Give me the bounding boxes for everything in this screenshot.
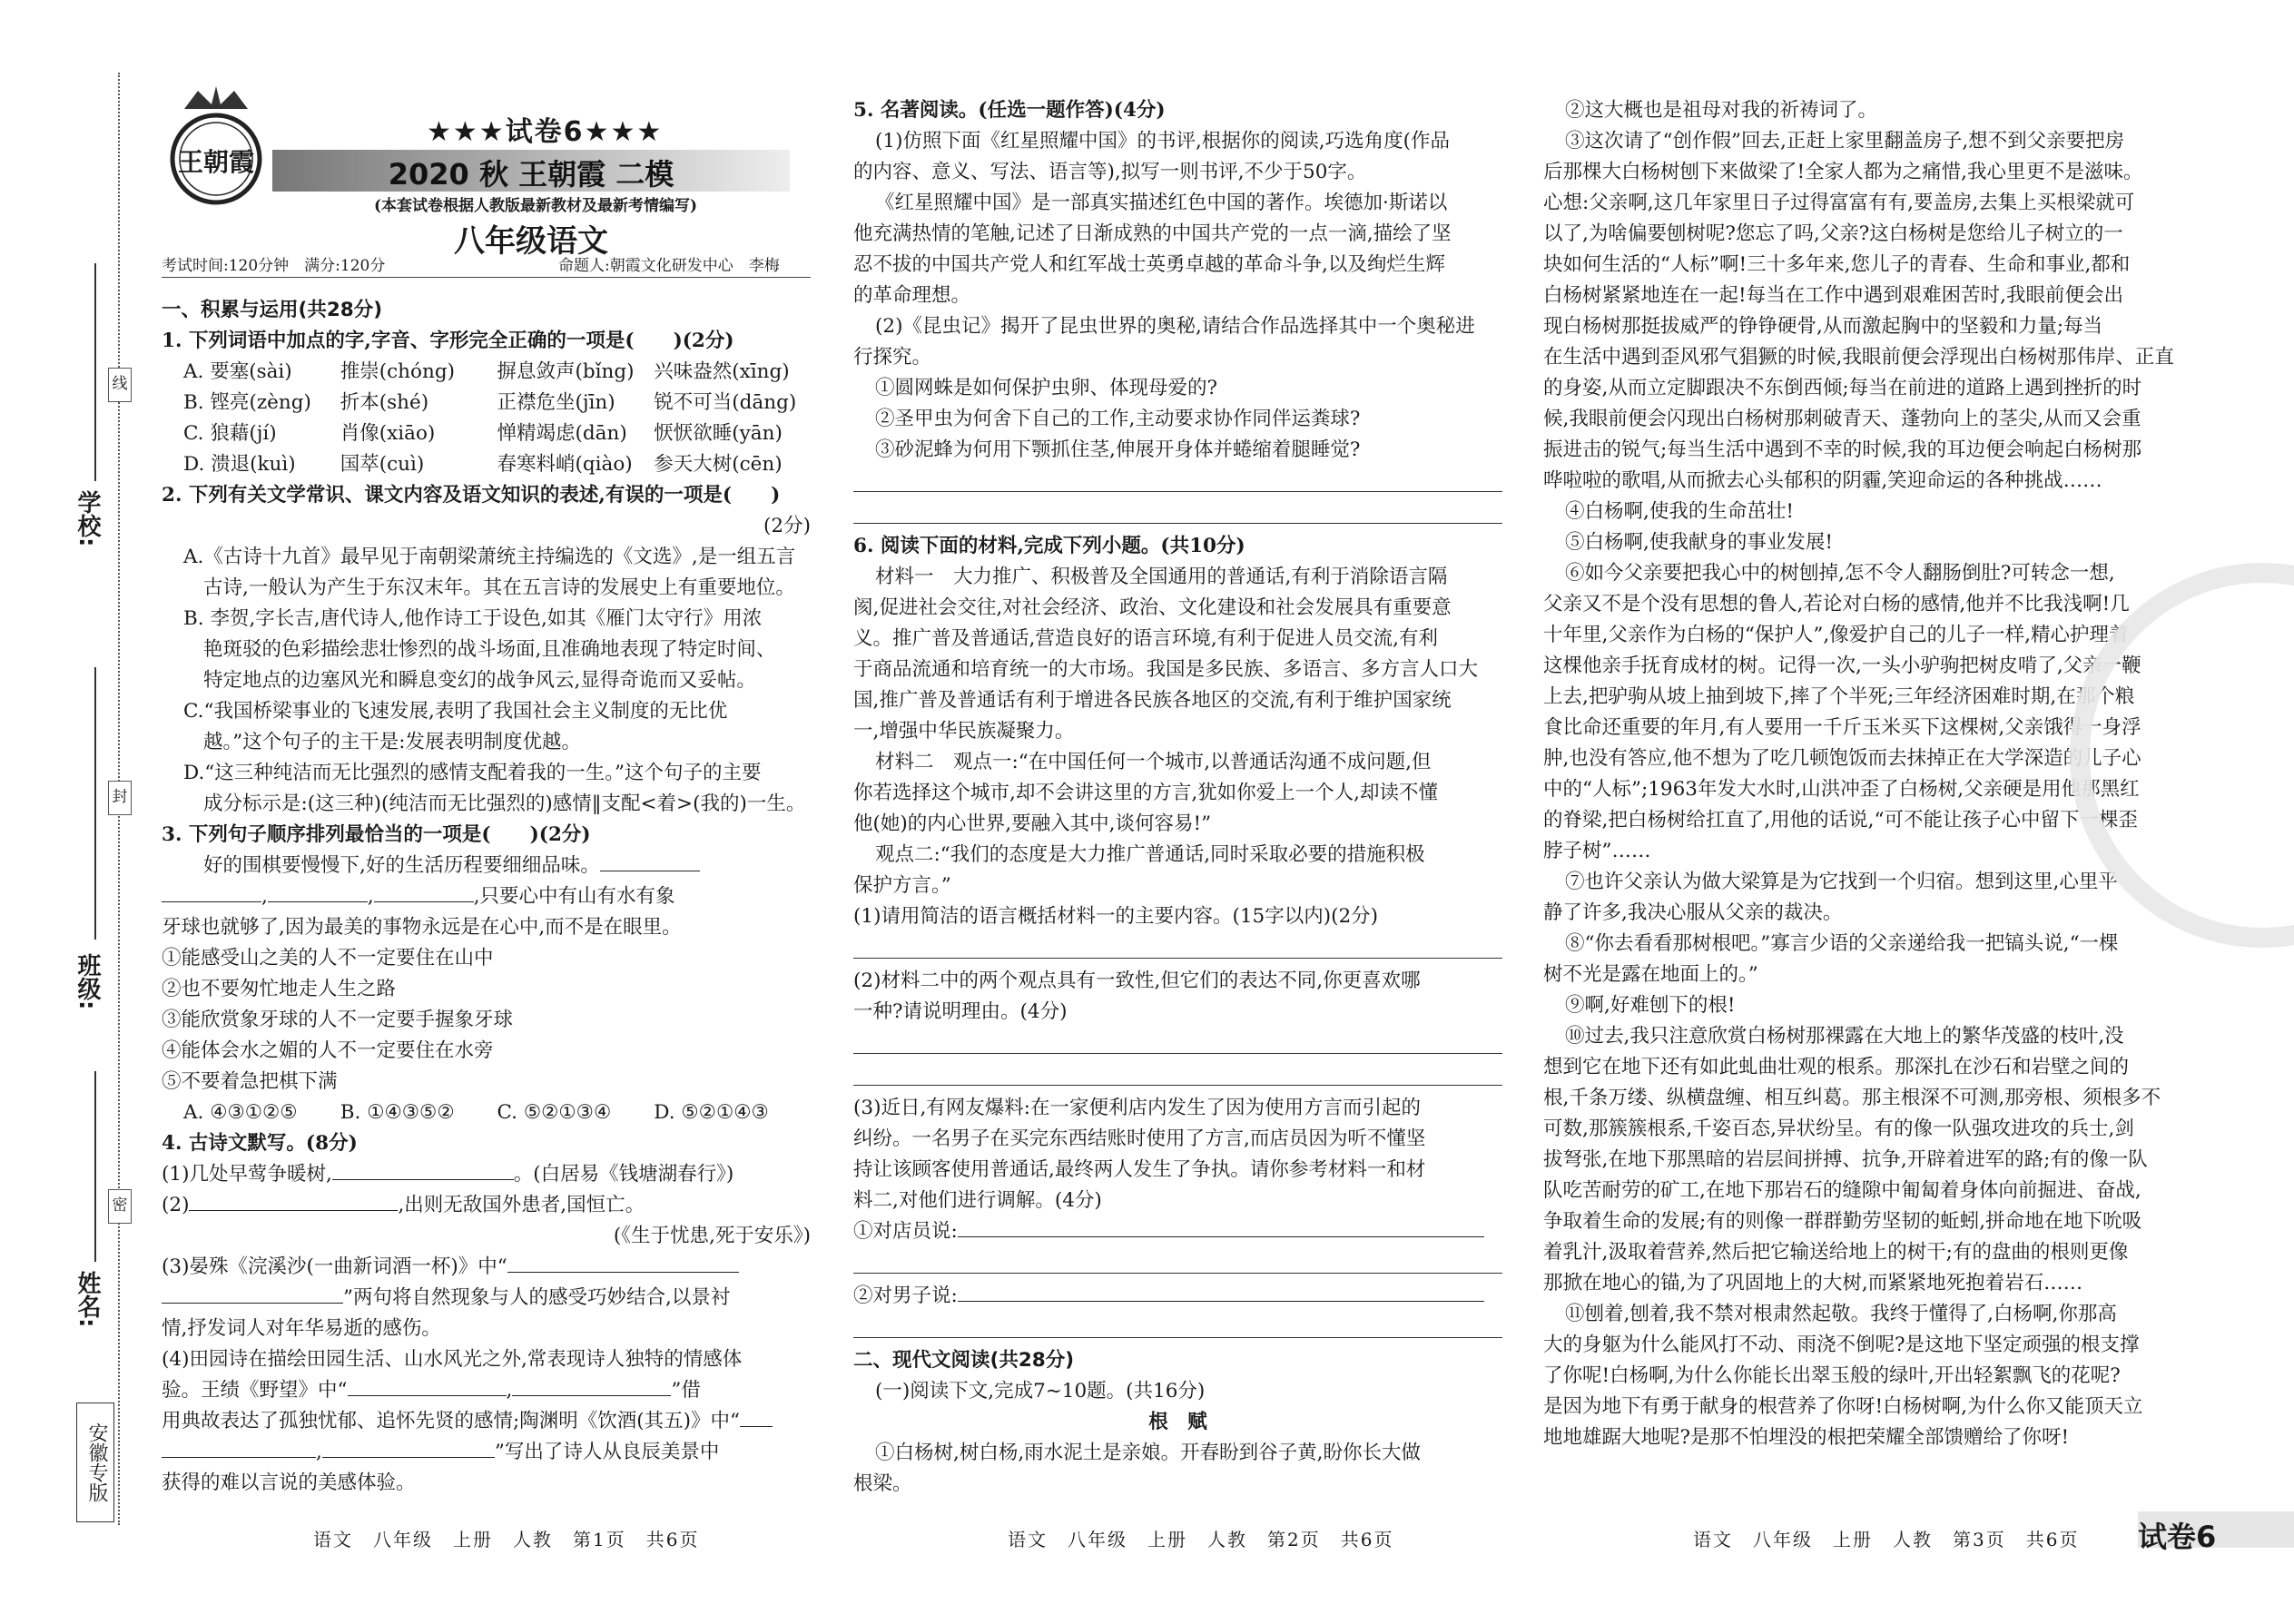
essay-line: 争取着生命的发展;有的则像一群群勤劳坚韧的蚯蚓,拼命地在地下吮吸 (1543, 1210, 2142, 1233)
q5-line: ②圣甲虫为何舍下自己的工作,主动要求协作同伴运粪球? (875, 408, 1361, 430)
column-1 (162, 295, 811, 1499)
q4-line: (4)田园诗在描绘田园生活、山水风光之外,常表现诗人独特的情感体 (162, 1348, 743, 1371)
class-label: 班级: (74, 953, 101, 1010)
question-2: 2. 下列有关文学常识、课文内容及语文知识的表述,有误的一项是( ) (162, 484, 781, 507)
q4-blank[interactable] (322, 1437, 495, 1458)
essay-line: 大的身躯为什么能风打不动、雨浇不倒呢?是这地下坚定顽强的根支撑 (1543, 1334, 2140, 1356)
exam-title: 2020 秋 王朝霞 二模 (388, 157, 674, 192)
q3-line: 好的围棋要慢慢下,好的生活历程要细细品味。 (162, 851, 811, 881)
exam-subtitle: (本套试卷根据人教版最新教材及最新考情编写) (373, 197, 698, 215)
q5-answer-line[interactable] (853, 468, 1502, 492)
q2-line: B. 李贺,字长吉,唐代诗人,他作诗工于设色,如其《雁门太守行》用浓 (183, 607, 763, 630)
q3-item: ③能欣赏象牙球的人不一定要手握象牙球 (162, 1009, 514, 1031)
essay-line: ⑤白杨啊,使我献身的事业发展! (1565, 531, 1833, 554)
q2-line: C.“我国桥梁事业的飞速发展,表明了我国社会主义制度的无比优 (183, 700, 728, 723)
q4-blank[interactable] (740, 1406, 773, 1427)
clerk-answer-line-2[interactable] (853, 1249, 1502, 1274)
header-divider (162, 277, 811, 278)
q5-line: (1)仿照下面《红星照耀中国》的书评,根据你的阅读,巧选角度(作品 (875, 130, 1451, 153)
essay-line: ⑨啊,好难刨下的根! (1565, 994, 1736, 1017)
q6-2-prompt: 一种?请说明理由。(4分) (853, 1000, 1068, 1023)
paper-badge: ★★★试卷6★★★ (427, 116, 664, 148)
essay-line: 根,千条万缕、纵横盘缠、相互纠葛。那主根深不可测,那旁根、须根多不 (1543, 1087, 2161, 1109)
q2-line: 特定地点的边塞风光和瞬息变幻的战争风云,显得奇诡而又妥帖。 (203, 669, 756, 692)
essay-line: 脖子树”…… (1543, 840, 1651, 862)
essay-line: ⑪刨着,刨着,我不禁对根肃然起敬。我终于懂得了,白杨啊,你那高 (1565, 1303, 2117, 1325)
q5-line: (2)《昆虫记》揭开了昆虫世界的奥秘,请结合作品选择其中一个奥秘进 (875, 315, 1475, 338)
essay-line: 着乳汁,汲取着营养,然后把它输送给地上的树干;有的盘曲的根则更像 (1543, 1241, 2129, 1264)
q6-line: 材料二 观点一:“在中国任何一个城市,以普通话沟通不成问题,但 (875, 751, 1432, 773)
essay-line: 的脊梁,把白杨树给扛直了,用他的话说,“可不能让孩子心中留下一棵歪 (1543, 809, 2138, 832)
essay-line: 的身姿,从而立定脚跟决不东倒西倾;每当在前进的道路上遇到挫折的时 (1543, 377, 2142, 399)
question-6: 6. 阅读下面的材料,完成下列小题。(共10分) (853, 535, 1245, 557)
q4-line: ”两句将自然现象与人的感受巧妙结合,以景衬 (162, 1283, 811, 1314)
seal-line-mark: 线 (108, 368, 132, 402)
man-answer-line-2[interactable] (853, 1314, 1502, 1338)
q5-line: 行探究。 (853, 346, 932, 369)
question-2-score: (2分) (763, 515, 811, 537)
q6-line: 他(她)的内心世界,要融入其中,谈何容易!” (853, 812, 1212, 835)
q1-option-row-b: B. 铿亮(zèng) 折本(shé) 正襟危坐(jīn) 锐不可当(dāng) (183, 391, 797, 414)
essay-line: ④白杨啊,使我的生命茁壮! (1565, 500, 1794, 523)
exam-time-score: 考试时间:120分钟 满分:120分 (162, 257, 386, 275)
q1-option-row-d: D. 溃退(kuì) 国萃(cuì) 春寒料峭(qiào) 参天大树(cēn) (183, 453, 783, 476)
school-label: 学校: (74, 490, 101, 547)
q5-line: 他充满热情的笔触,记述了日渐成熟的中国共产党的一点一滴,描绘了坚 (853, 222, 1452, 245)
q1-option-row-a: A. 要塞(sài) 推崇(chóng) 摒息敛声(bǐng) 兴味盎然(xīng) (183, 360, 790, 383)
seal-seal-mark: 封 (108, 781, 132, 815)
essay-line: 那掀在地心的锚,为了巩固地上的大树,而紧紧地死抱着岩石…… (1543, 1272, 2083, 1294)
q4-blank[interactable] (507, 1252, 739, 1273)
q6-2-prompt: (2)材料二中的两个观点具有一致性,但它们的表达不同,你更喜欢哪 (853, 969, 1421, 992)
brand-logo-text: 王朝霞 (177, 147, 254, 177)
essay-title: 根 赋 (1148, 1411, 1207, 1433)
q3-item: ①能感受山之美的人不一定要住在山中 (162, 947, 494, 969)
essay-line: 了你呢!白杨啊,为什么你能长出翠玉般的绿叶,开出轻絮飘飞的花呢? (1543, 1364, 2121, 1387)
essay-paragraph: 根梁。 (853, 1472, 912, 1495)
q6-3-prompt: 纠纷。一名男子在买完东西结账时使用了方言,而店员因为听不懂坚 (853, 1127, 1426, 1150)
man-answer-line[interactable] (958, 1281, 1484, 1302)
essay-line: 地地雄踞大地呢?是那不怕埋没的根把荣耀全部馈赠给了你呀! (1543, 1426, 2070, 1449)
q4-line: (《生于忧患,死于安乐》) (613, 1225, 811, 1247)
page-footer-1: 语文 八年级 上册 人教 第1页 共6页 (313, 1529, 700, 1550)
q6-3-prompt: 料二,对他们进行调解。(4分) (853, 1189, 1102, 1212)
essay-line: 以了,为啥偏要刨树呢?您忘了吗,父亲?这白杨树是您给儿子树立的一 (1543, 222, 2123, 245)
q4-line: 用典故表达了孤独忧郁、追怀先贤的感情;陶渊明《饮酒(其五)》中“ (162, 1406, 811, 1437)
q4-blank[interactable] (162, 1437, 316, 1458)
essay-line: 白杨树紧紧地连在一起!每当在工作中遇到艰难困苦时,我眼前便会出 (1543, 284, 2123, 307)
q5-line: 忍不拔的中国共产党人和红军战士英勇卓越的革命斗争,以及绚烂生辉 (853, 253, 1445, 276)
essay-line: 块如何生活的“人标”啊!三十多年来,您儿子的青春、生命和事业,都和 (1543, 253, 2131, 276)
q6-1-prompt: (1)请用简洁的语言概括材料一的主要内容。(15字以内)(2分) (853, 905, 1379, 928)
essay-line: 这棵他亲手抚育成材的树。记得一次,一头小驴驹把树皮啃了,父亲一鞭 (1543, 655, 2141, 677)
clerk-answer: ①对店员说: (853, 1216, 1502, 1247)
essay-line: 现白杨树那挺拔威严的铮铮硬骨,从而激起胸中的坚毅和力量;每当 (1543, 315, 2103, 338)
essay-line: ⑧“你去看看那树根吧。”寡言少语的父亲递给我一把镐头说,“一棵 (1565, 932, 2119, 955)
essay-line: 队吃苦耐劳的矿工,在地下那岩石的缝隙中匍匐着身体向前掘进、奋战, (1543, 1179, 2141, 1202)
q3-item: ④能体会水之媚的人不一定要住在水旁 (162, 1039, 494, 1062)
section-1-heading: 一、积累与运用(共28分) (162, 299, 383, 321)
q2-line: 艳斑驳的色彩描绘悲壮惨烈的战斗场面,且准确地表现了特定时间、 (203, 638, 776, 661)
q3-blank[interactable] (268, 881, 368, 902)
name-label: 姓名: (74, 1271, 101, 1328)
column-2 (853, 95, 1502, 1500)
essay-line: ②这大概也是祖母对我的祈祷词了。 (1565, 99, 1878, 122)
essay-line: 十年里,父亲作为白杨的“保护人”,像爱护自己的儿子一样,精心护理着 (1543, 624, 2129, 646)
q6-line: 国,推广普及普通话有利于增进各民族各地区的交流,有利于维护国家统 (853, 689, 1452, 712)
q5-line: 的内容、意义、写法、语言等),拟写一则书评,不少于50字。 (853, 161, 1367, 183)
q4-blank[interactable] (332, 1159, 514, 1180)
q1-option-row-c: C. 狼藉(jí) 肖像(xiāo) 惮精竭虑(dān) 恹恹欲睡(yān) (183, 422, 783, 445)
q6-line: 材料一 大力推广、积极普及全国通用的普通话,有利于消除语言隔 (875, 566, 1448, 588)
q2-line: 越。”这个句子的主干是:发展表明制度优越。 (203, 731, 581, 753)
essay-line: 树不光是露在地面上的。” (1543, 963, 1758, 986)
essay-line: 想到它在地下还有如此虬曲壮观的根系。那深扎在沙石和岩壁之间的 (1543, 1056, 2130, 1078)
q4-line: 获得的难以言说的美感体验。 (162, 1471, 416, 1494)
q2-line: 成分标示是:(这三种)(纯洁而无比强烈的)感情‖支配<着>(我的)一生。 (203, 792, 806, 815)
essay-line: 振进击的锐气;每当生活中遇到不幸的时候,我的耳边便会响起白杨树那 (1543, 438, 2142, 461)
essay-line: 上去,把驴驹从坡上抽到坡下,摔了个半死;三年经济困难时期,在那个粮 (1543, 685, 2135, 708)
school-field-line (94, 263, 96, 481)
essay-line: 中的“人标”;1963年发大水时,山洪冲歪了白杨树,父亲硬是用他那黑红 (1543, 778, 2140, 801)
q3-line: , , ,只要心中有山有水有象 (162, 881, 811, 912)
question-1: 1. 下列词语中加点的字,字音、字形完全正确的一项是( )(2分) (162, 330, 734, 352)
q5-answer-line[interactable] (853, 499, 1502, 524)
question-4: 4. 古诗文默写。(8分) (162, 1132, 358, 1155)
course-title: 八年级语文 (454, 223, 608, 260)
edition-tag: 安徽专版 (76, 1403, 114, 1522)
q4-blank[interactable] (348, 1375, 507, 1396)
q4-line: 验。王绩《野望》中“ , ”借 (162, 1375, 811, 1406)
q6-line: 阂,促进社会交往,对社会经济、政治、文化建设和社会发展具有重要意 (853, 596, 1452, 619)
q4-blank[interactable] (512, 1375, 671, 1396)
page-footer-2: 语文 八年级 上册 人教 第2页 共6页 (1008, 1529, 1394, 1550)
q4-blank[interactable] (162, 1283, 343, 1304)
q4-line: , ”写出了诗人从良辰美景中 (162, 1437, 811, 1468)
essay-line: 食比命还重要的年月,有人要用一千斤玉米买下这棵树,父亲饿得一身浮 (1543, 716, 2141, 739)
q6-line: 保护方言。” (853, 874, 951, 897)
essay-line: 在生活中遇到歪风邪气猖獗的时候,我眼前便会浮现出白杨树那伟岸、正直 (1543, 346, 2174, 369)
q3-options: A. ④③①②⑤ B. ①④③⑤② C. ⑤②①③④ D. ⑤②①④③ (183, 1101, 769, 1124)
q3-item: ②也不要匆忙地走人生之路 (162, 978, 397, 1000)
q6-2-answer-line[interactable] (853, 1061, 1502, 1086)
reading-instruction: (一)阅读下文,完成7~10题。(共16分) (875, 1380, 1206, 1403)
q2-line: A.《古诗十九首》最早见于南朝梁萧统主持编选的《文选》,是一组五言 (183, 546, 796, 568)
q6-1-answer-line[interactable] (853, 934, 1502, 959)
q6-2-answer-line[interactable] (853, 1029, 1502, 1054)
question-3: 3. 下列句子顺序排列最恰当的一项是( )(2分) (162, 823, 591, 846)
q5-line: 的革命理想。 (853, 284, 971, 307)
q3-item: ⑤不要着急把棋下满 (162, 1070, 338, 1093)
essay-line: 后那棵大白杨树刨下来做梁了!全家人都为之痛惜,我心里更不是滋味。 (1543, 161, 2143, 183)
essay-line: ⑥如今父亲要把我心中的树刨掉,怎不令人翻肠倒肚?可转念一想, (1565, 562, 2115, 585)
essay-line: 父亲又不是个没有思想的鲁人,若论对白杨的感情,他并不比我浅啊!几 (1543, 593, 2130, 615)
question-5: 5. 名著阅读。(任选一题作答)(4分) (853, 99, 1166, 122)
q4-line: (3)晏殊《浣溪沙(一曲新词酒一杯)》中“ (162, 1252, 811, 1283)
clerk-answer-line[interactable] (958, 1216, 1484, 1237)
q6-3-prompt: 持让该顾客使用普通话,最终两人发生了争执。请你参考材料一和材 (853, 1158, 1426, 1181)
q5-line: ①圆网蛛是如何保护虫卵、体现母爱的? (875, 377, 1218, 399)
essay-line: 可数,那簇簇根系,千姿百态,异状纷呈。有的像一队强攻进攻的兵士,剑 (1543, 1117, 2134, 1140)
q4-line: (2) ,出则无敌国外患者,国恒亡。 (162, 1190, 811, 1221)
q4-line: 情,抒发词人对年华易逝的感伤。 (162, 1317, 441, 1340)
q6-line: 观点二:“我们的态度是大力推广普通话,同时采取必要的措施积极 (875, 843, 1425, 866)
badge-star-right: ★★★ (584, 116, 664, 148)
essay-line: ③这次请了“创作假”回去,正赶上家里翻盖房子,想不到父亲要把房 (1565, 130, 2125, 153)
q2-line: D.“这三种纯洁而无比强烈的感情支配着我的一生。”这个句子的主要 (183, 762, 762, 784)
q3-blank[interactable] (374, 881, 474, 902)
essay-line: 静了许多,我决心服从父亲的裁决。 (1543, 901, 1843, 924)
q6-line: 义。推广普及普通话,营造良好的语言环境,有利于促进人员交流,有利 (853, 627, 1439, 650)
essay-line: ⑦也许父亲认为做大梁算是为它找到一个归宿。想到这里,心里平 (1565, 871, 2118, 893)
q6-line: 于商品流通和培育统一的大市场。我国是多民族、多语言、多方言人口大 (853, 658, 1479, 681)
q6-line: 一,增强中华民族凝聚力。 (853, 720, 1075, 743)
essay-line: 候,我眼前便会闪现出白杨树那刺破青天、蓬勃向上的茎尖,从而又会重 (1543, 408, 2141, 430)
q5-line: ③砂泥蜂为何用下颚抓住茎,伸展开身体并蜷缩着腿睡觉? (875, 438, 1361, 461)
q4-line: (1)几处早莺争暖树, 。(白居易《钱塘湖春行》) (162, 1159, 811, 1190)
essay-line: 拔弩张,在地下那黑暗的岩层间拼搏、抗争,开辟着进军的路;有的像一队 (1543, 1148, 2148, 1171)
q3-blank[interactable] (600, 851, 700, 871)
essay-line: 哗啦啦的歌唱,从而掀去心头郁积的阴霾,笑迎命运的各种挑战…… (1543, 469, 2102, 492)
q6-3-prompt: (3)近日,有网友爆料:在一家便利店内发生了因为使用方言而引起的 (853, 1097, 1422, 1119)
q4-blank[interactable] (189, 1190, 398, 1211)
essay-line: 是因为地下有勇于献身的根营养了你呀!白杨树啊,为什么你又能顶天立 (1543, 1395, 2143, 1418)
essay-line: ⑩过去,我只注意欣赏白杨树那裸露在大地上的繁华茂盛的枝叶,没 (1565, 1025, 2124, 1048)
class-field-line (94, 667, 96, 940)
page-footer-3: 语文 八年级 上册 人教 第3页 共6页 (1693, 1529, 2080, 1550)
q5-line: 《红星照耀中国》是一部真实描述红色中国的著作。埃德加·斯诺以 (875, 192, 1448, 214)
q3-line: 牙球也就够了,因为最美的事物永远是在心中,而不是在眼里。 (162, 916, 682, 939)
essay-paragraph: ①白杨树,树白杨,雨水泥土是亲娘。开春盼到谷子黄,盼你长大做 (875, 1442, 1422, 1464)
exam-author: 命题人:朝霞文化研发中心 李梅 (558, 257, 780, 275)
q3-blank[interactable] (162, 881, 261, 902)
name-field-line (94, 1071, 96, 1262)
q6-line: 你若选择这个城市,却不会讲这里的方言,犹如你爱上一个人,却读不懂 (853, 782, 1439, 804)
essay-line: 肿,也没有答应,他不想为了吃几顿饱饭而去抹掉正在大学深造的儿子心 (1543, 747, 2141, 770)
footer-badge: 试卷6 (2138, 1520, 2217, 1554)
essay-line: 心想:父亲啊,这几年家里日子过得富富有有,要盖房,去集上买根梁就可 (1543, 192, 2135, 214)
badge-star-left: ★★★ (427, 116, 506, 148)
seal-secret-mark: 密 (108, 1189, 132, 1224)
man-answer: ②对男子说: (853, 1281, 1502, 1312)
q2-line: 古诗,一般认为产生于东汉末年。其在五言诗的发展史上有重要地位。 (203, 576, 795, 599)
section-2-heading: 二、现代文阅读(共28分) (853, 1349, 1075, 1372)
